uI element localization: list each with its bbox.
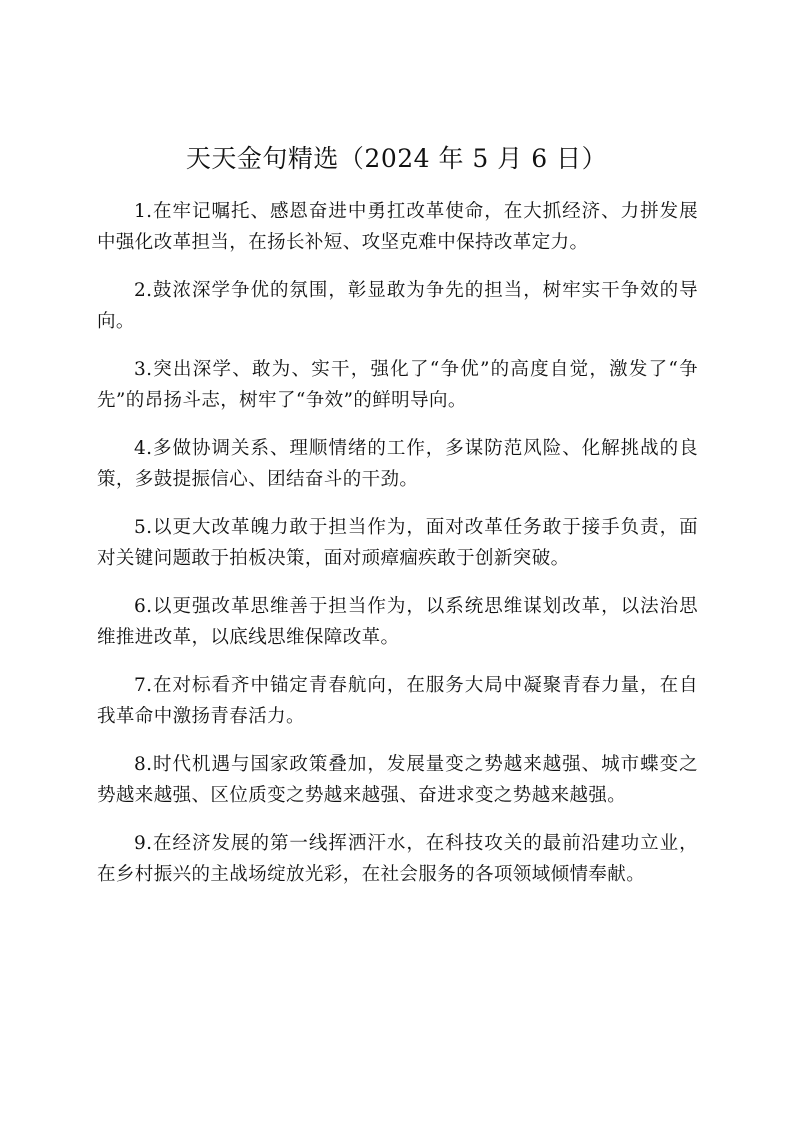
quote-text: 以更强改革思维善于担当作为，以系统思维谋划改革，以法治思维推进改革，以底线思维保障改革。 (97, 596, 698, 648)
quote-item (97, 433, 698, 495)
quote-item (97, 275, 698, 337)
quote-text: 在经济发展的第一线挥洒汗水，在科技攻关的最前沿建功立业，在乡村振兴的主战场绽放光彩，在社会服务的各项领域倾情奉献。 (97, 833, 698, 885)
document-title: 天天金句精选（2024 年 5 月 6 日） (185, 144, 608, 173)
quote-number: 9. (134, 833, 153, 854)
quote-number: 2. (134, 280, 153, 301)
quote-item (97, 749, 698, 811)
quote-number: 8. (134, 754, 153, 775)
quote-item (97, 828, 698, 890)
quote-text: 鼓浓深学争优的氛围，彰显敢为争先的担当，树牢实干争效的导向。 (97, 280, 698, 332)
quote-number: 4. (134, 438, 153, 459)
quote-list (97, 196, 698, 907)
quote-text: 以更大改革魄力敢于担当作为，面对改革任务敢于接手负责，面对关键问题敢于拍板决策，面对顽瘴痼疾敢于创新突破。 (97, 517, 698, 569)
quote-text: 多做协调关系、理顺情绪的工作，多谋防范风险、化解挑战的良策，多鼓提振信心、团结奋斗的干劲。 (97, 438, 698, 490)
quote-item (97, 196, 698, 258)
quote-number: 7. (134, 675, 153, 696)
quote-text: 在对标看齐中锚定青春航向，在服务大局中凝聚青春力量，在自我革命中激扬青春活力。 (97, 675, 698, 727)
quote-item (97, 670, 698, 732)
quote-text: 在牢记嘱托、感恩奋进中勇扛改革使命，在大抓经济、力拼发展中强化改革担当，在扬长补短、攻坚克难中保持改革定力。 (97, 201, 698, 253)
quote-item (97, 512, 698, 574)
quote-number: 3. (134, 359, 153, 380)
quote-number: 5. (134, 517, 153, 538)
quote-text: 时代机遇与国家政策叠加，发展量变之势越来越强、城市蝶变之势越来越强、区位质变之势越来越强、奋进求变之势越来越强。 (97, 754, 698, 806)
quote-number: 1. (134, 201, 153, 222)
quote-number: 6. (134, 596, 153, 617)
quote-text: 突出深学、敢为、实干，强化了“争优”的高度自觉，激发了“争先”的昂扬斗志，树牢了“争效”的鲜明导向。 (97, 359, 698, 411)
quote-item (97, 591, 698, 653)
quote-item (97, 354, 698, 416)
